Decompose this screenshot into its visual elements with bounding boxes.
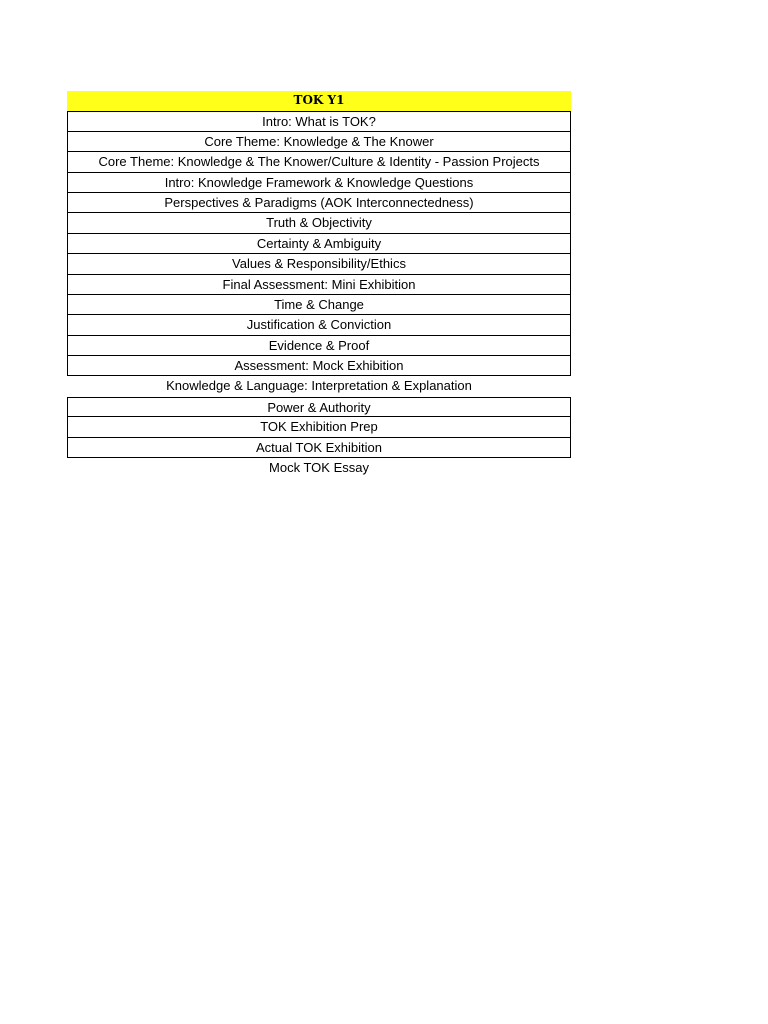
table-row: Core Theme: Knowledge & The Knower	[67, 132, 571, 152]
table-row: Core Theme: Knowledge & The Knower/Culture & Identity - Passion Projects	[67, 152, 571, 172]
table-row: Perspectives & Paradigms (AOK Interconnectedness)	[67, 193, 571, 213]
table-row: Actual TOK Exhibition	[67, 438, 571, 458]
table-row: Values & Responsibility/Ethics	[67, 254, 571, 274]
table-row: Justification & Conviction	[67, 315, 571, 335]
spreadsheet-table	[67, 91, 571, 478]
table-row: Evidence & Proof	[67, 336, 571, 356]
table-row: Truth & Objectivity	[67, 213, 571, 233]
table-row: TOK Exhibition Prep	[67, 417, 571, 437]
table-row: Certainty & Ambiguity	[67, 234, 571, 254]
table-row: Time & Change	[67, 295, 571, 315]
table-row: Assessment: Mock Exhibition	[67, 356, 571, 376]
table-row: Intro: Knowledge Framework & Knowledge Questions	[67, 173, 571, 193]
table-row: Power & Authority	[67, 397, 571, 417]
table-header: TOK Y1	[67, 91, 571, 111]
table-row-unbordered: Mock TOK Essay	[269, 460, 369, 476]
table-row-unbordered: Knowledge & Language: Interpretation & Explanation	[166, 378, 472, 394]
table-row: Intro: What is TOK?	[67, 111, 571, 131]
table-row: Final Assessment: Mini Exhibition	[67, 275, 571, 295]
